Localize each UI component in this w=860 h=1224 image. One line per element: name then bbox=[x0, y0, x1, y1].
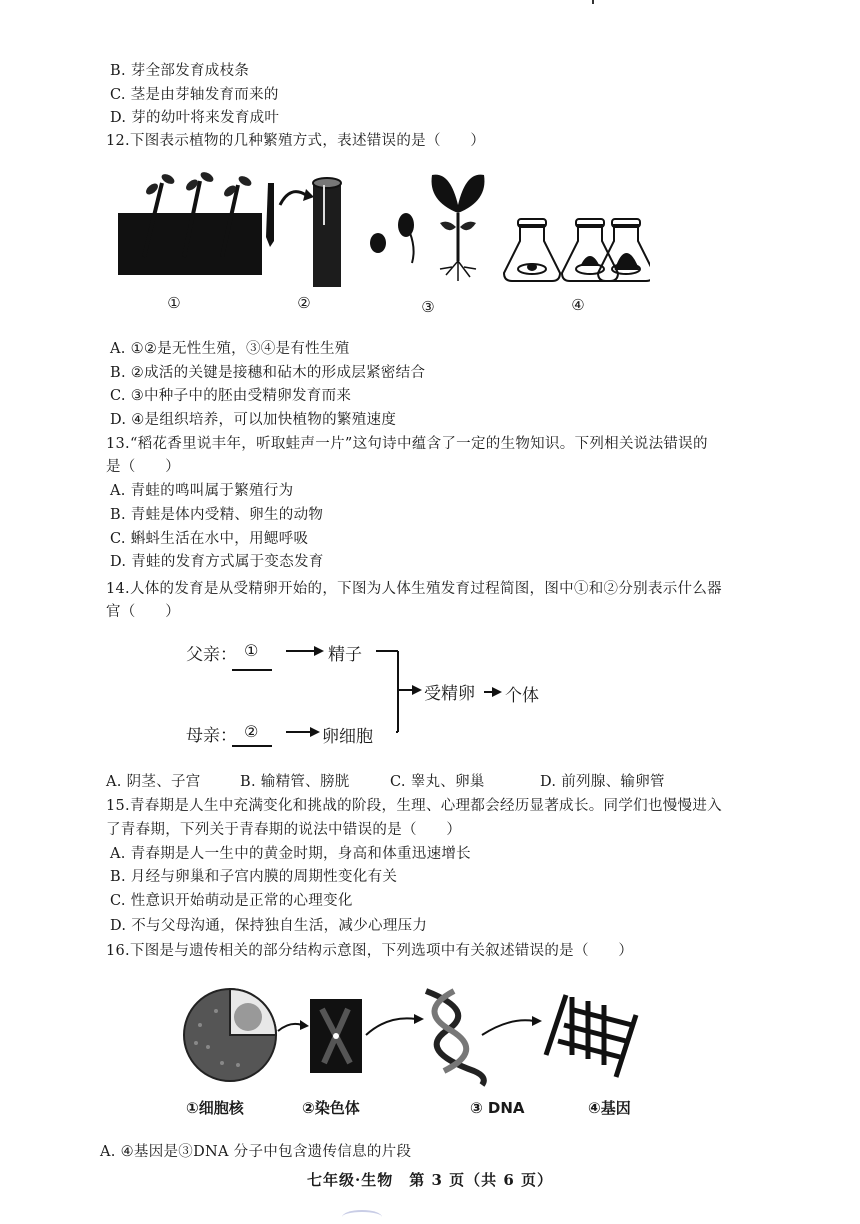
q15-stem-line1: 15.青春期是人生中充满变化和挑战的阶段，生理、心理都会经历显著成长。同学们也慢慢进入 bbox=[106, 798, 722, 814]
q13-stem-line1: 13.“稻花香里说丰年，听取蛙声一片”这句诗中蕴含了一定的生物知识。下列相关说法错误的 bbox=[106, 436, 708, 452]
q12-option-a: A. ①②是无性生殖，③④是有性生殖 bbox=[110, 341, 350, 357]
q14-option-b: B. 输精管、膀胱 bbox=[240, 774, 350, 790]
q13-option-c: C. 蝌蚪生活在水中，用鳃呼吸 bbox=[110, 531, 309, 547]
chromosome-illustration bbox=[310, 999, 362, 1073]
q11-option-b: B. 芽全部发育成枝条 bbox=[110, 63, 250, 79]
individual-label: 个体 bbox=[505, 686, 539, 706]
mother-label: 母亲： bbox=[186, 726, 237, 746]
scan-arc bbox=[342, 1210, 382, 1224]
cutting-illustration bbox=[118, 170, 262, 275]
blank-1: ① bbox=[244, 641, 259, 660]
page-footer: 七年级·生物 第 3 页（共 6 页） bbox=[307, 1171, 553, 1189]
q12-label-1: ① bbox=[167, 294, 181, 312]
q15-option-d: D. 不与父母沟通，保持独自生活，减少心理压力 bbox=[110, 918, 428, 934]
q12-option-d: D. ④是组织培养，可以加快植物的繁殖速度 bbox=[110, 412, 397, 428]
cell-nucleus-illustration bbox=[184, 989, 276, 1081]
scan-mark bbox=[592, 0, 594, 4]
q16-label-chromosome: ②染色体 bbox=[302, 1099, 360, 1117]
gene-ladder-illustration bbox=[546, 995, 636, 1077]
q16-label-nucleus: ①细胞核 bbox=[186, 1099, 244, 1117]
q12-option-c: C. ③中种子中的胚由受精卵发育而来 bbox=[110, 388, 352, 404]
q16-stem: 16.下图是与遗传相关的部分结构示意图，下列选项中有关叙述错误的是（ ） bbox=[106, 943, 634, 959]
q14-option-d: D. 前列腺、输卵管 bbox=[540, 774, 665, 790]
q12-label-3: ③ bbox=[421, 298, 435, 316]
egg-label: 卵细胞 bbox=[322, 727, 373, 747]
q11-option-d: D. 芽的幼叶将来发育成叶 bbox=[110, 110, 280, 126]
q14-stem-line2: 官（ ） bbox=[106, 604, 180, 620]
q16-figure bbox=[178, 985, 648, 1090]
q15-option-a: A. 青春期是人一生中的黄金时期，身高和体重迅速增长 bbox=[110, 846, 471, 862]
q15-option-c: C. 性意识开始萌动是正常的心理变化 bbox=[110, 893, 353, 909]
q16-label-gene: ④基因 bbox=[588, 1099, 631, 1117]
q12-figure bbox=[110, 165, 650, 315]
q12-option-b: B. ②成活的关键是接穗和砧木的形成层紧密结合 bbox=[110, 365, 426, 381]
zygote-label: 受精卵 bbox=[424, 684, 475, 704]
tissue-culture-illustration bbox=[504, 219, 650, 281]
sperm-label: 精子 bbox=[328, 645, 362, 665]
q12-stem: 12.下图表示植物的几种繁殖方式，表述错误的是（ ） bbox=[106, 133, 486, 149]
seed-germination-illustration bbox=[370, 175, 484, 281]
q15-stem-line2: 了青春期，下列关于青春期的说法中错误的是（ ） bbox=[106, 822, 462, 838]
q12-label-4: ④ bbox=[571, 296, 585, 314]
q13-option-d: D. 青蛙的发育方式属于变态发育 bbox=[110, 554, 324, 570]
q13-option-b: B. 青蛙是体内受精、卵生的动物 bbox=[110, 507, 324, 523]
q13-option-a: A. 青蛙的鸣叫属于繁殖行为 bbox=[110, 483, 294, 499]
q14-option-a: A. 阴茎、子宫 bbox=[106, 774, 201, 790]
father-label: 父亲： bbox=[186, 645, 237, 665]
q11-option-c: C. 茎是由芽轴发育而来的 bbox=[110, 87, 279, 103]
dna-helix-illustration bbox=[426, 991, 484, 1085]
q14-stem-line1: 14.人体的发育是从受精卵开始的，下图为人体生殖发育过程简图，图中①和②分别表示什么器 bbox=[106, 581, 722, 597]
q13-stem-line2: 是（ ） bbox=[106, 459, 180, 475]
q12-label-2: ② bbox=[297, 294, 311, 312]
q16-option-a: A. ④基因是③DNA 分子中包含遗传信息的片段 bbox=[100, 1144, 412, 1160]
grafting-illustration bbox=[266, 178, 341, 287]
q16-label-dna: ③ DNA bbox=[470, 1099, 525, 1117]
q15-option-b: B. 月经与卵巢和子宫内膜的周期性变化有关 bbox=[110, 869, 398, 885]
blank-2: ② bbox=[244, 722, 259, 741]
q14-option-c: C. 睾丸、卵巢 bbox=[390, 774, 485, 790]
